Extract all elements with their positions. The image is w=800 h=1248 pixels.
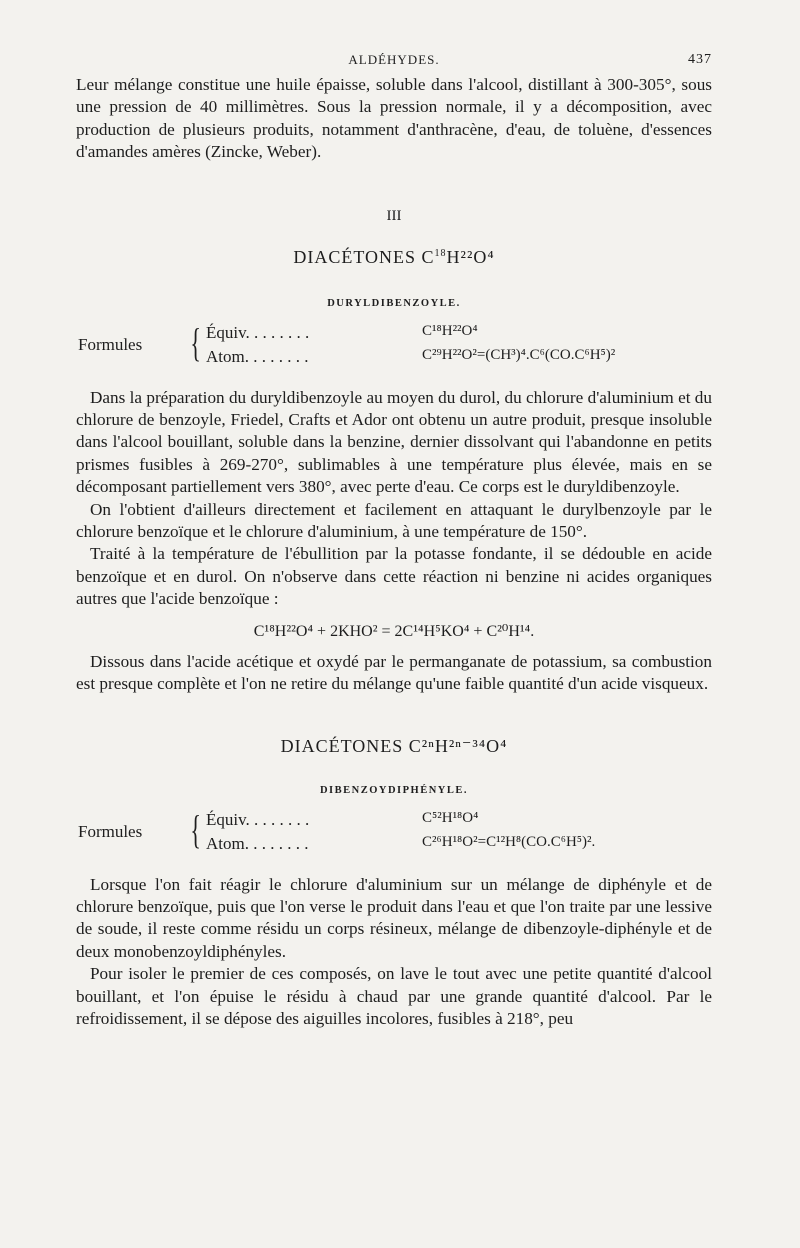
formulas-label: Formules [78,334,143,354]
heading-formula-rest: H²²O⁴ [446,246,495,267]
running-title: ALDÉHYDES. [348,52,440,67]
page [76,48,712,1030]
section-heading-diacetones-c2n: DIACÉTONES C²ⁿH²ⁿ⁻³⁴O⁴ [280,735,508,756]
formula-row-atom [206,346,616,367]
formulas-block-2 [76,806,712,858]
heading-formula-sup: 18 [434,247,447,259]
paragraph-6: Lorsque l'on fait réagir le chlorure d'aluminium sur un mélange de diphényle et de chlorure benzoïque, puis que l'on verse le produit dans l'eau et que l'on traite par une lessive de soude, il reste comme résidu un corps résineux, mélange de dibenzoyle-diphényle et de deux monobenzoyldiphényles. [76,874,712,961]
atom-label: Atom. . . . . . . . [206,346,309,366]
brace-icon: { [190,319,201,365]
brace-icon-2: { [190,806,201,852]
formula-row-atom-2 [206,833,596,854]
page-number: 437 [688,52,712,67]
paragraph-7: Pour isoler le premier de ces composés, on lave le tout avec une petite quantité d'alcool bouillant, et l'on épuise le résidu à chaud par une grande quantité d'alcool. Par le refroidissement, il se dépose des aiguilles incolores, fusibles à 218°, peu [76,964,712,1028]
atom-label-2: Atom. . . . . . . . [206,833,309,853]
paragraph-5: Dissous dans l'acide acétique et oxydé par le permanganate de potassium, sa combustion est presque complète et l'on ne retire du mélange qu'une faible quantité d'un acide visqueux. [76,651,712,694]
formula-row-equiv [206,322,478,343]
subheading-dibenzoydiphenyle: DIBENZOYDIPHÉNYLE. [319,784,469,796]
paragraph-4: Traité à la température de l'ébullition par la potasse fondante, il se dédouble en acide benzoïque et en durol. On n'observe dans cette réaction ni benzine ni acides organiques autres que l'acide benzoïque : [76,544,712,609]
paragraph-1: Leur mélange constitue une huile épaisse, soluble dans l'alcool, distillant à 300-305°, sous une pression de 40 millimètres. Sous la pression normale, il y a décomposition, avec production de plusieurs produits, notamment d'anthracène, d'eau, de toluène, d'essences d'amandes amères (Zincke, Weber). [76,75,712,162]
equiv-label-2: Équiv. . . . . . . . [206,809,310,829]
formula-row-equiv-2 [206,809,479,830]
atom-value-2: C²⁶H¹⁸O²=C¹²H⁸(CO.C⁶H⁵)². [422,833,596,850]
paragraph-3: On l'obtient d'ailleurs directement et facilement en attaquant le durylbenzoyle par le chlorure benzoïque et le chlorure d'aluminium, à une température de 150°. [76,499,712,542]
formulas-label-2: Formules [78,821,143,841]
equiv-value: C¹⁸H²²O⁴ [422,322,478,339]
formulas-block-1 [76,319,712,371]
section-heading-diacetones-c18 [76,247,712,268]
section-number: III [386,207,402,224]
heading-main: DIACÉTONES C [293,246,435,267]
equiv-label: Équiv. . . . . . . . [206,322,310,342]
atom-value: C²⁹H²²O²=(CH³)⁴.C⁶(CO.C⁶H⁵)² [422,346,616,363]
equiv-value-2: C⁵²H¹⁸O⁴ [422,809,479,826]
reaction-equation: C¹⁸H²²O⁴ + 2KHO² = 2C¹⁴H⁵KO⁴ + C²⁰H¹⁴. [253,622,535,640]
running-head [76,48,712,74]
paragraph-2: Dans la préparation du duryldibenzoyle au moyen du durol, du chlorure d'aluminium et du chlorure de benzoyle, Friedel, Crafts et Ador ont obtenu un autre produit, presque insoluble dans l'alcool bouillant, soluble dans la benzine, dernier dissolvant qui l'abandonne en petits prismes fusibles à 269-270°, sublimables à une température plus élevée, mais en se décomposant partiellement vers 380°, avec perte d'eau. Ce corps est le duryldibenzoyle. [76,387,712,497]
subheading-duryldibenzoyle: DURYLDIBENZOYLE. [327,297,461,309]
